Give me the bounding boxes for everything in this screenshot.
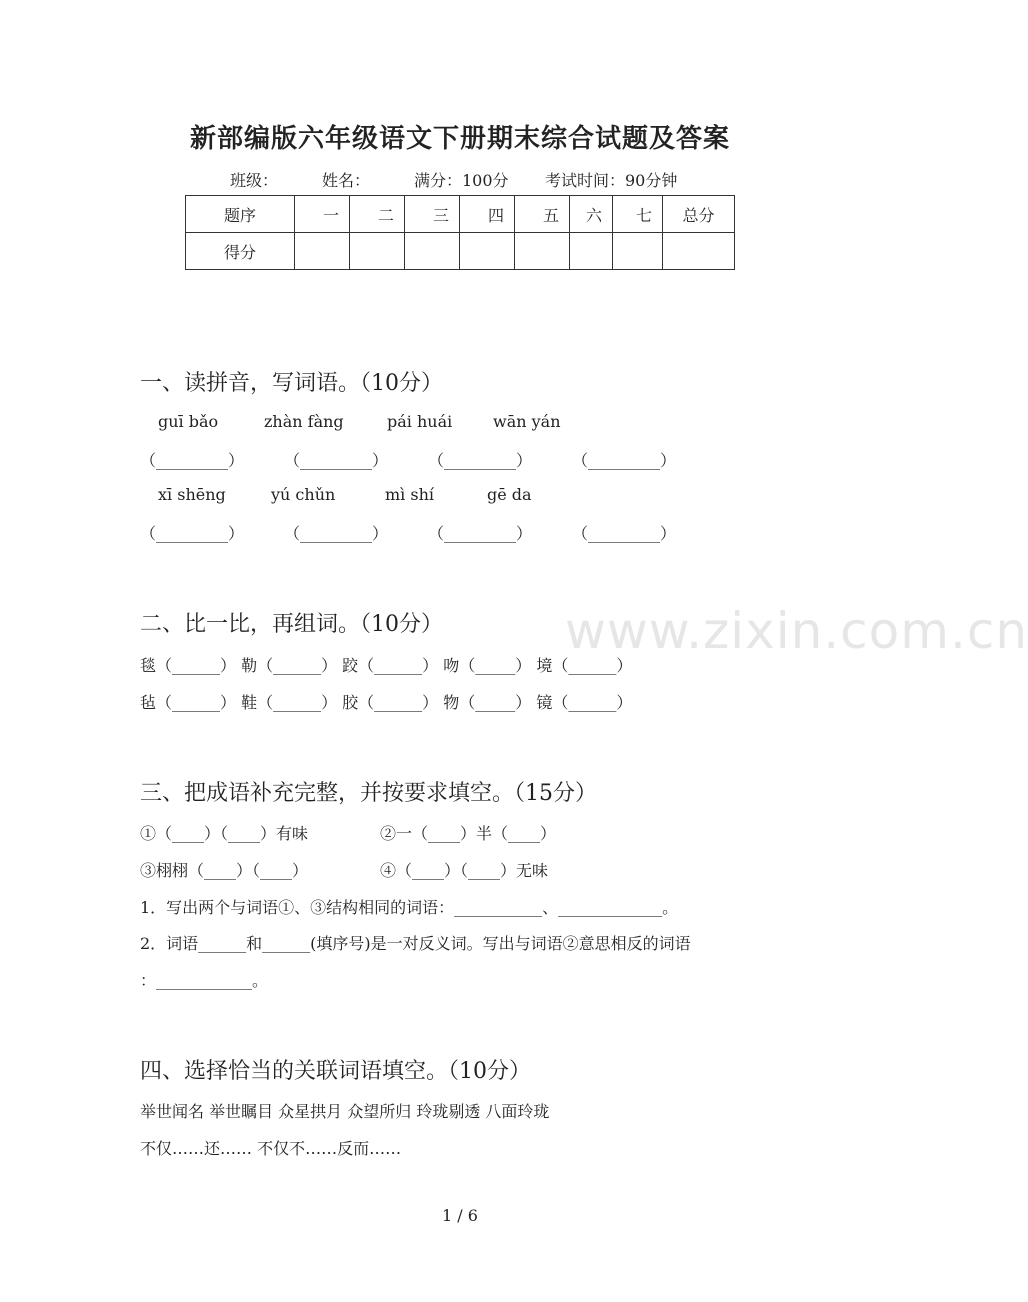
compare-row[interactable]: 毡（______） 鞋（______） 胶（______） 物（_____） 镜（______）	[140, 693, 633, 712]
connective-options: 不仅……还…… 不仅不……反而……	[140, 1139, 402, 1158]
score-table-cell: 六	[570, 196, 613, 233]
answer-blank[interactable]: （_________）	[140, 451, 245, 470]
idiom-item[interactable]: ④（____）（____）无味	[380, 861, 549, 880]
score-input-cell[interactable]	[460, 233, 515, 270]
score-table-cell: 一	[295, 196, 350, 233]
answer-blank[interactable]: （_________）	[284, 451, 389, 470]
question-2-answer[interactable]: ：____________。	[140, 971, 269, 990]
question-2[interactable]: 2．词语______和______(填序号)是一对反义词。写出与词语②意思相反的词语	[140, 934, 691, 953]
pinyin-item: wān yán	[493, 412, 561, 431]
score-input-cell[interactable]	[295, 233, 350, 270]
answer-blank[interactable]: （_________）	[428, 524, 533, 543]
score-row-label: 得分	[186, 233, 295, 270]
answer-blank[interactable]: （_________）	[284, 524, 389, 543]
score-input-cell[interactable]	[405, 233, 460, 270]
compare-row[interactable]: 毯（______） 勒（______） 跤（______） 吻（_____） 境（______）	[140, 656, 633, 675]
pinyin-item: zhàn fàng	[264, 412, 344, 431]
document-title: 新部编版六年级语文下册期末综合试题及答案	[189, 124, 730, 154]
score-input-cell[interactable]	[613, 233, 663, 270]
pinyin-item: pái huái	[387, 412, 453, 431]
pinyin-item: guī bǎo	[158, 412, 219, 431]
answer-blank[interactable]: （_________）	[428, 451, 533, 470]
score-table	[185, 195, 735, 270]
name-label: 姓名：	[322, 171, 371, 190]
pinyin-item: gē da	[487, 485, 532, 504]
question-1[interactable]: 1．写出两个与词语①、③结构相同的词语：___________、_____________。	[140, 898, 679, 917]
answer-blank[interactable]: （_________）	[572, 451, 677, 470]
idiom-item[interactable]: ②一（____）半（____）	[380, 824, 557, 843]
score-table-cell: 三	[405, 196, 460, 233]
answer-blank[interactable]: （_________）	[572, 524, 677, 543]
section1-heading: 一、读拼音，写词语。（10分）	[140, 371, 443, 396]
pinyin-item: mì shí	[385, 485, 435, 504]
score-input-cell[interactable]	[570, 233, 613, 270]
page-number: 1 / 6	[442, 1206, 478, 1225]
score-table-cell: 五	[515, 196, 570, 233]
score-table-cell: 七	[613, 196, 663, 233]
watermark: www.zixin.com.cn	[565, 602, 1028, 660]
score-input-cell[interactable]	[350, 233, 405, 270]
idiom-item[interactable]: ①（____）（____）有味	[140, 824, 309, 843]
pinyin-item: yú chǔn	[271, 485, 336, 504]
score-table-header-row	[186, 196, 735, 233]
section2-heading: 二、比一比，再组词。（10分）	[140, 612, 443, 637]
score-input-cell[interactable]	[663, 233, 735, 270]
section4-heading: 四、选择恰当的关联词语填空。（10分）	[140, 1059, 531, 1084]
idiom-item[interactable]: ③栩栩（____）（____）	[140, 861, 309, 880]
score-table-cell: 题序	[186, 196, 295, 233]
score-table-cell: 二	[350, 196, 405, 233]
answer-blank[interactable]: （_________）	[140, 524, 245, 543]
full-score-label: 满分：100分	[414, 171, 509, 190]
score-table-cell: 四	[460, 196, 515, 233]
score-table-cell: 总分	[663, 196, 735, 233]
section3-heading: 三、把成语补充完整，并按要求填空。（15分）	[140, 781, 597, 806]
word-bank: 举世闻名 举世瞩目 众星拱月 众望所归 玲珑剔透 八面玲珑	[140, 1102, 550, 1121]
exam-time-label: 考试时间：90分钟	[545, 171, 678, 190]
pinyin-item: xī shēng	[158, 485, 226, 504]
class-label: 班级：	[230, 171, 279, 190]
score-table-score-row	[186, 233, 735, 270]
score-input-cell[interactable]	[515, 233, 570, 270]
